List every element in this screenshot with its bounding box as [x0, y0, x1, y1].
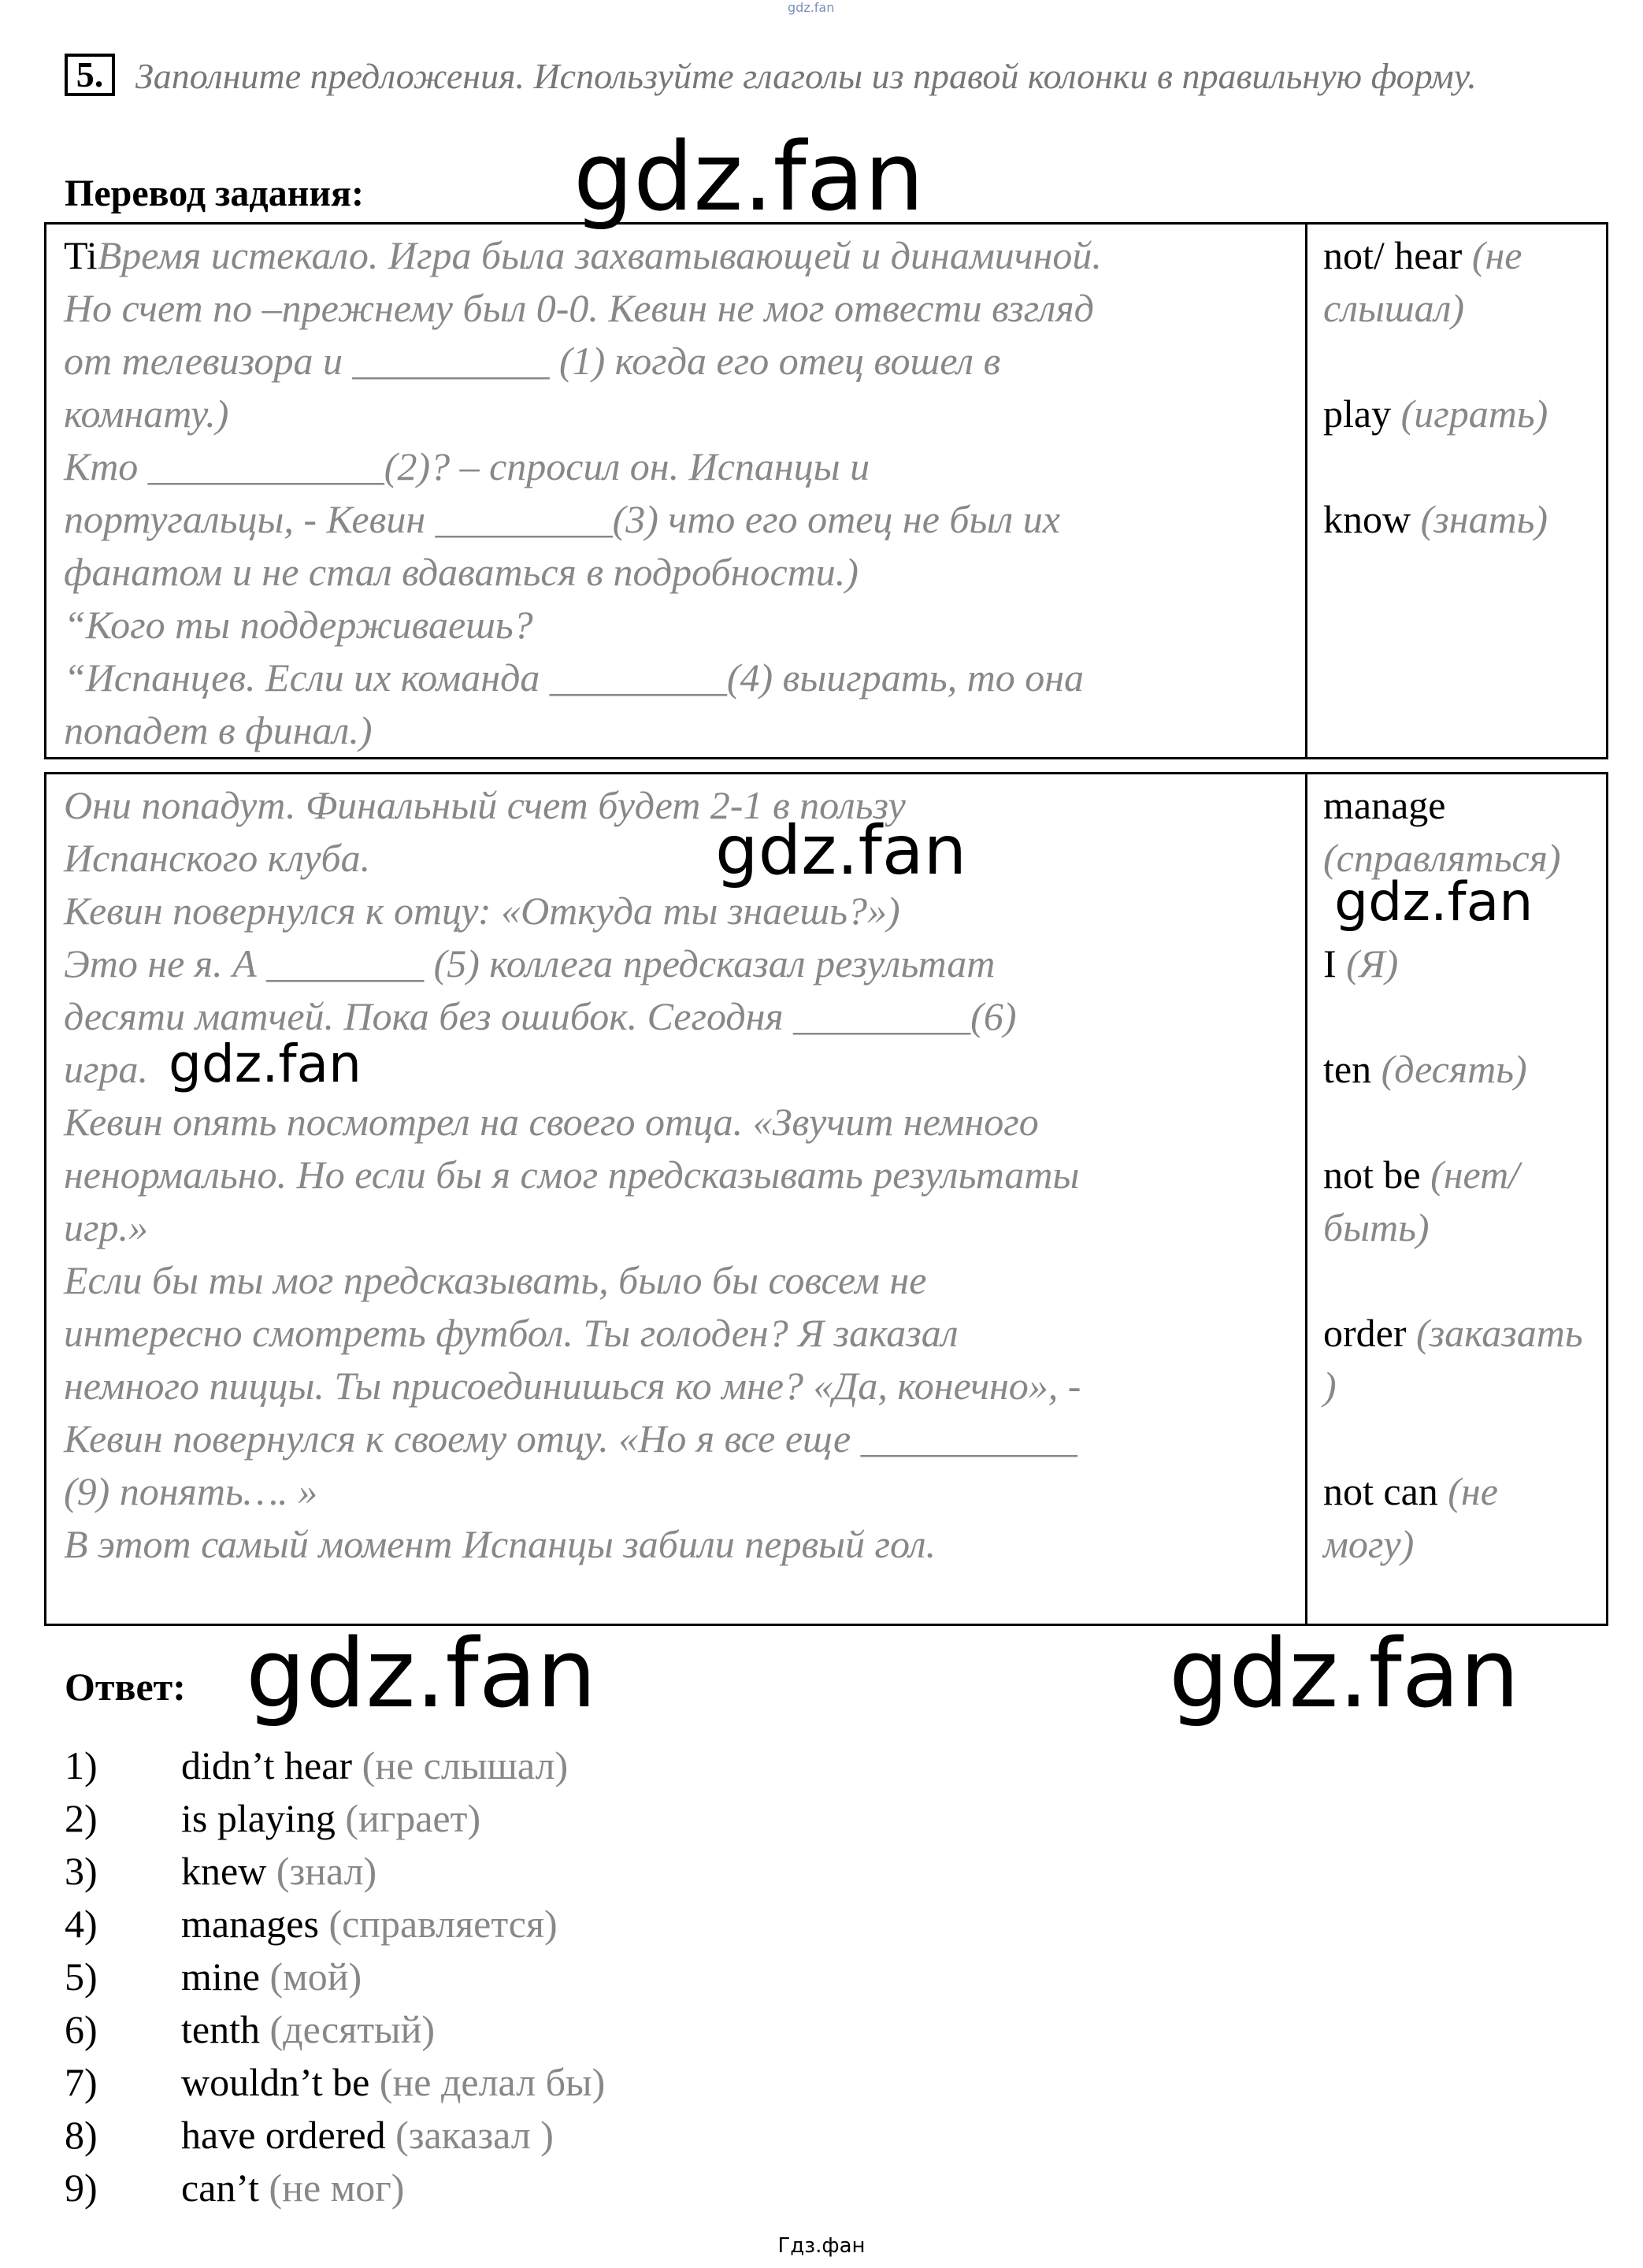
passage-line: десяти матчей. Пока без ошибок. Сегодня _________(6) [64, 994, 1017, 1038]
passage-line [64, 388, 1289, 440]
verb-word: manage [1323, 783, 1446, 827]
footer-text: Гдз.фан [777, 2234, 866, 2258]
answer-row [65, 2056, 605, 2109]
answer-number: 5) [65, 1954, 98, 1999]
answer-content [181, 2109, 554, 2162]
verb-gloss: (не могу) [1323, 1469, 1498, 1566]
task-instruction: Заполните предложения. Используйте глаголы из правой колонки в правильную форму. [135, 56, 1477, 96]
answer-row [65, 1845, 605, 1898]
answer-list [65, 1739, 605, 2214]
passage-line-text: попадет в финал.) [64, 708, 373, 752]
answer-number: 8) [65, 2113, 98, 2157]
translation-heading: Перевод задания: [65, 173, 364, 214]
top-watermark: gdz.fan [788, 0, 835, 15]
passage-line [64, 493, 1289, 546]
answer-word: have ordered [181, 2113, 386, 2157]
text-cell [46, 224, 1307, 759]
verb-item [1323, 1043, 1593, 1096]
answer-number: 6) [65, 2007, 98, 2051]
answer-content [181, 2162, 404, 2214]
answer-content [181, 1792, 480, 1845]
passage-line: Испанского клуба. [64, 836, 371, 880]
verb-item [1323, 229, 1593, 335]
verb-gloss: (справляться) [1323, 836, 1561, 880]
verb-gloss: (нет/ быть) [1323, 1153, 1520, 1249]
answer-word: wouldn’t be [181, 2060, 370, 2104]
verb-word: play [1323, 392, 1392, 436]
answer-number: 7) [65, 2060, 98, 2104]
answer-number: 1) [65, 1743, 98, 1787]
watermark: gdz.fan [573, 123, 925, 232]
verb-item [1323, 779, 1593, 885]
answer-gloss: (играет) [345, 1796, 481, 1840]
passage-line: игра. [64, 1047, 149, 1091]
answer-number: 3) [65, 1849, 98, 1893]
answer-content [181, 1951, 362, 2003]
passage-lead: Ti [64, 233, 98, 277]
passage-line [64, 440, 1289, 493]
passage-line-text: Время истекало. Игра была захватывающей и динамичной. [97, 233, 1102, 277]
verb-gloss: (десять) [1381, 1047, 1527, 1091]
passage-line-text: от телевизора и __________ (1) когда его отец вошел в [64, 339, 1001, 383]
passage-line: немного пиццы. Ты присоединишься ко мне? «Да, конечно», - [64, 1364, 1081, 1408]
passage-line [64, 229, 1289, 282]
passage-line: В этот самый момент Испанцы забили первый гол. [64, 1522, 936, 1566]
passage-line: Кевин повернулся к отцу: «Откуда ты знаешь?») [64, 889, 900, 933]
verb-word: I [1323, 941, 1337, 986]
answer-word: didn’t hear [181, 1743, 353, 1787]
passage-line: ненормально. Но если бы я смог предсказывать результаты [64, 1153, 1080, 1197]
passage-text [46, 774, 1305, 1571]
passage-line: Если бы ты мог предсказывать, было бы совсем не [64, 1258, 927, 1302]
verb-word: not can [1323, 1469, 1438, 1513]
verb-gloss: (Я) [1346, 941, 1399, 986]
verb-word: not/ hear [1323, 233, 1463, 277]
answer-gloss: (десятый) [269, 2007, 436, 2051]
watermark: gdz.fan [715, 811, 967, 890]
verb-gloss: (знать) [1420, 497, 1548, 541]
passage-line [64, 599, 1289, 651]
answer-gloss: (не делал бы) [379, 2060, 606, 2104]
verb-item [1323, 1465, 1593, 1571]
watermark: gdz.fan [1334, 871, 1534, 934]
passage-line-text: португальцы, - Кевин _________(3) что его отец не был их [64, 497, 1060, 541]
verb-word: ten [1323, 1047, 1372, 1091]
passage-line: Это не я. А ________ (5) коллега предсказал результат [64, 941, 996, 986]
task-number: 5. [65, 54, 115, 96]
answer-word: manages [181, 1902, 319, 1946]
answer-row [65, 2003, 605, 2056]
answer-content [181, 2056, 605, 2109]
answer-row [65, 2109, 605, 2162]
answer-row [65, 1792, 605, 1845]
passage-line-text: “Испанцев. Если их команда _________(4) выиграть, то она [64, 655, 1085, 700]
passage-line: Кевин повернулся к своему отцу. «Но я все еще ___________ [64, 1416, 1077, 1461]
answer-gloss: (справляется) [328, 1902, 558, 1946]
answer-number: 2) [65, 1796, 98, 1840]
verb-word: not be [1323, 1153, 1421, 1197]
verb-list [1307, 225, 1606, 546]
passage-line-text: Кто ____________(2)? – спросил он. Испанцы и [64, 444, 870, 488]
verb-word: know [1323, 497, 1411, 541]
answer-word: mine [181, 1954, 260, 1999]
passage-line [64, 651, 1289, 704]
answer-content [181, 2003, 435, 2056]
answer-heading: Ответ: [65, 1665, 186, 1709]
answer-word: knew [181, 1849, 267, 1893]
answer-gloss: (знал) [276, 1849, 377, 1893]
verb-item [1323, 1307, 1593, 1412]
passage-line [64, 335, 1289, 388]
answer-row [65, 1739, 605, 1792]
answer-gloss: (мой) [269, 1954, 362, 1999]
answer-word: can’t [181, 2166, 260, 2210]
verb-word: order [1323, 1311, 1407, 1355]
watermark: gdz.fan [246, 1620, 597, 1729]
verb-item [1323, 388, 1593, 440]
verb-gloss: (заказать ) [1323, 1311, 1583, 1408]
passage-line [64, 704, 1289, 757]
answer-row [65, 1951, 605, 2003]
passage-line-text: фанатом и не стал вдаваться в подробности.) [64, 550, 859, 594]
watermark: gdz.fan [169, 1034, 362, 1094]
answer-word: is playing [181, 1796, 336, 1840]
answer-number: 4) [65, 1902, 98, 1946]
text-cell [46, 774, 1307, 1625]
passage-line: интересно смотреть футбол. Ты голоден? Я заказал [64, 1311, 959, 1355]
passage-line: игр.» [64, 1205, 149, 1249]
exercise-table-1 [44, 222, 1608, 759]
watermark: gdz.fan [1169, 1620, 1520, 1729]
answer-content [181, 1739, 568, 1792]
passage-line-text: “Кого ты поддерживаешь? [64, 603, 533, 647]
answer-word: tenth [181, 2007, 260, 2051]
verbs-cell [1307, 224, 1608, 759]
answer-row [65, 1898, 605, 1951]
answer-gloss: (заказал ) [395, 2113, 554, 2157]
passage-line [64, 546, 1289, 599]
passage-line-text: Но счет по –прежнему был 0-0. Кевин не мог отвести взгляд [64, 286, 1094, 330]
verb-item [1323, 1149, 1593, 1254]
passage-line: (9) понять…. » [64, 1469, 318, 1513]
verb-item [1323, 937, 1593, 990]
verb-item [1323, 493, 1593, 546]
answer-gloss: (не слышал) [362, 1743, 569, 1787]
answer-content [181, 1898, 558, 1951]
answer-row [65, 2162, 605, 2214]
answer-gloss: (не мог) [269, 2166, 405, 2210]
answer-content [181, 1845, 376, 1898]
passage-line-text: комнату.) [64, 392, 229, 436]
verb-gloss: (не слышал) [1323, 233, 1522, 330]
verb-gloss: (играть) [1400, 392, 1548, 436]
answer-number: 9) [65, 2166, 98, 2210]
passage-line: Они попадут. Финальный счет будет 2-1 в пользу [64, 783, 906, 827]
passage-line [64, 282, 1289, 335]
passage-line: Кевин опять посмотрел на своего отца. «Звучит немного [64, 1100, 1039, 1144]
passage-text [46, 225, 1305, 757]
